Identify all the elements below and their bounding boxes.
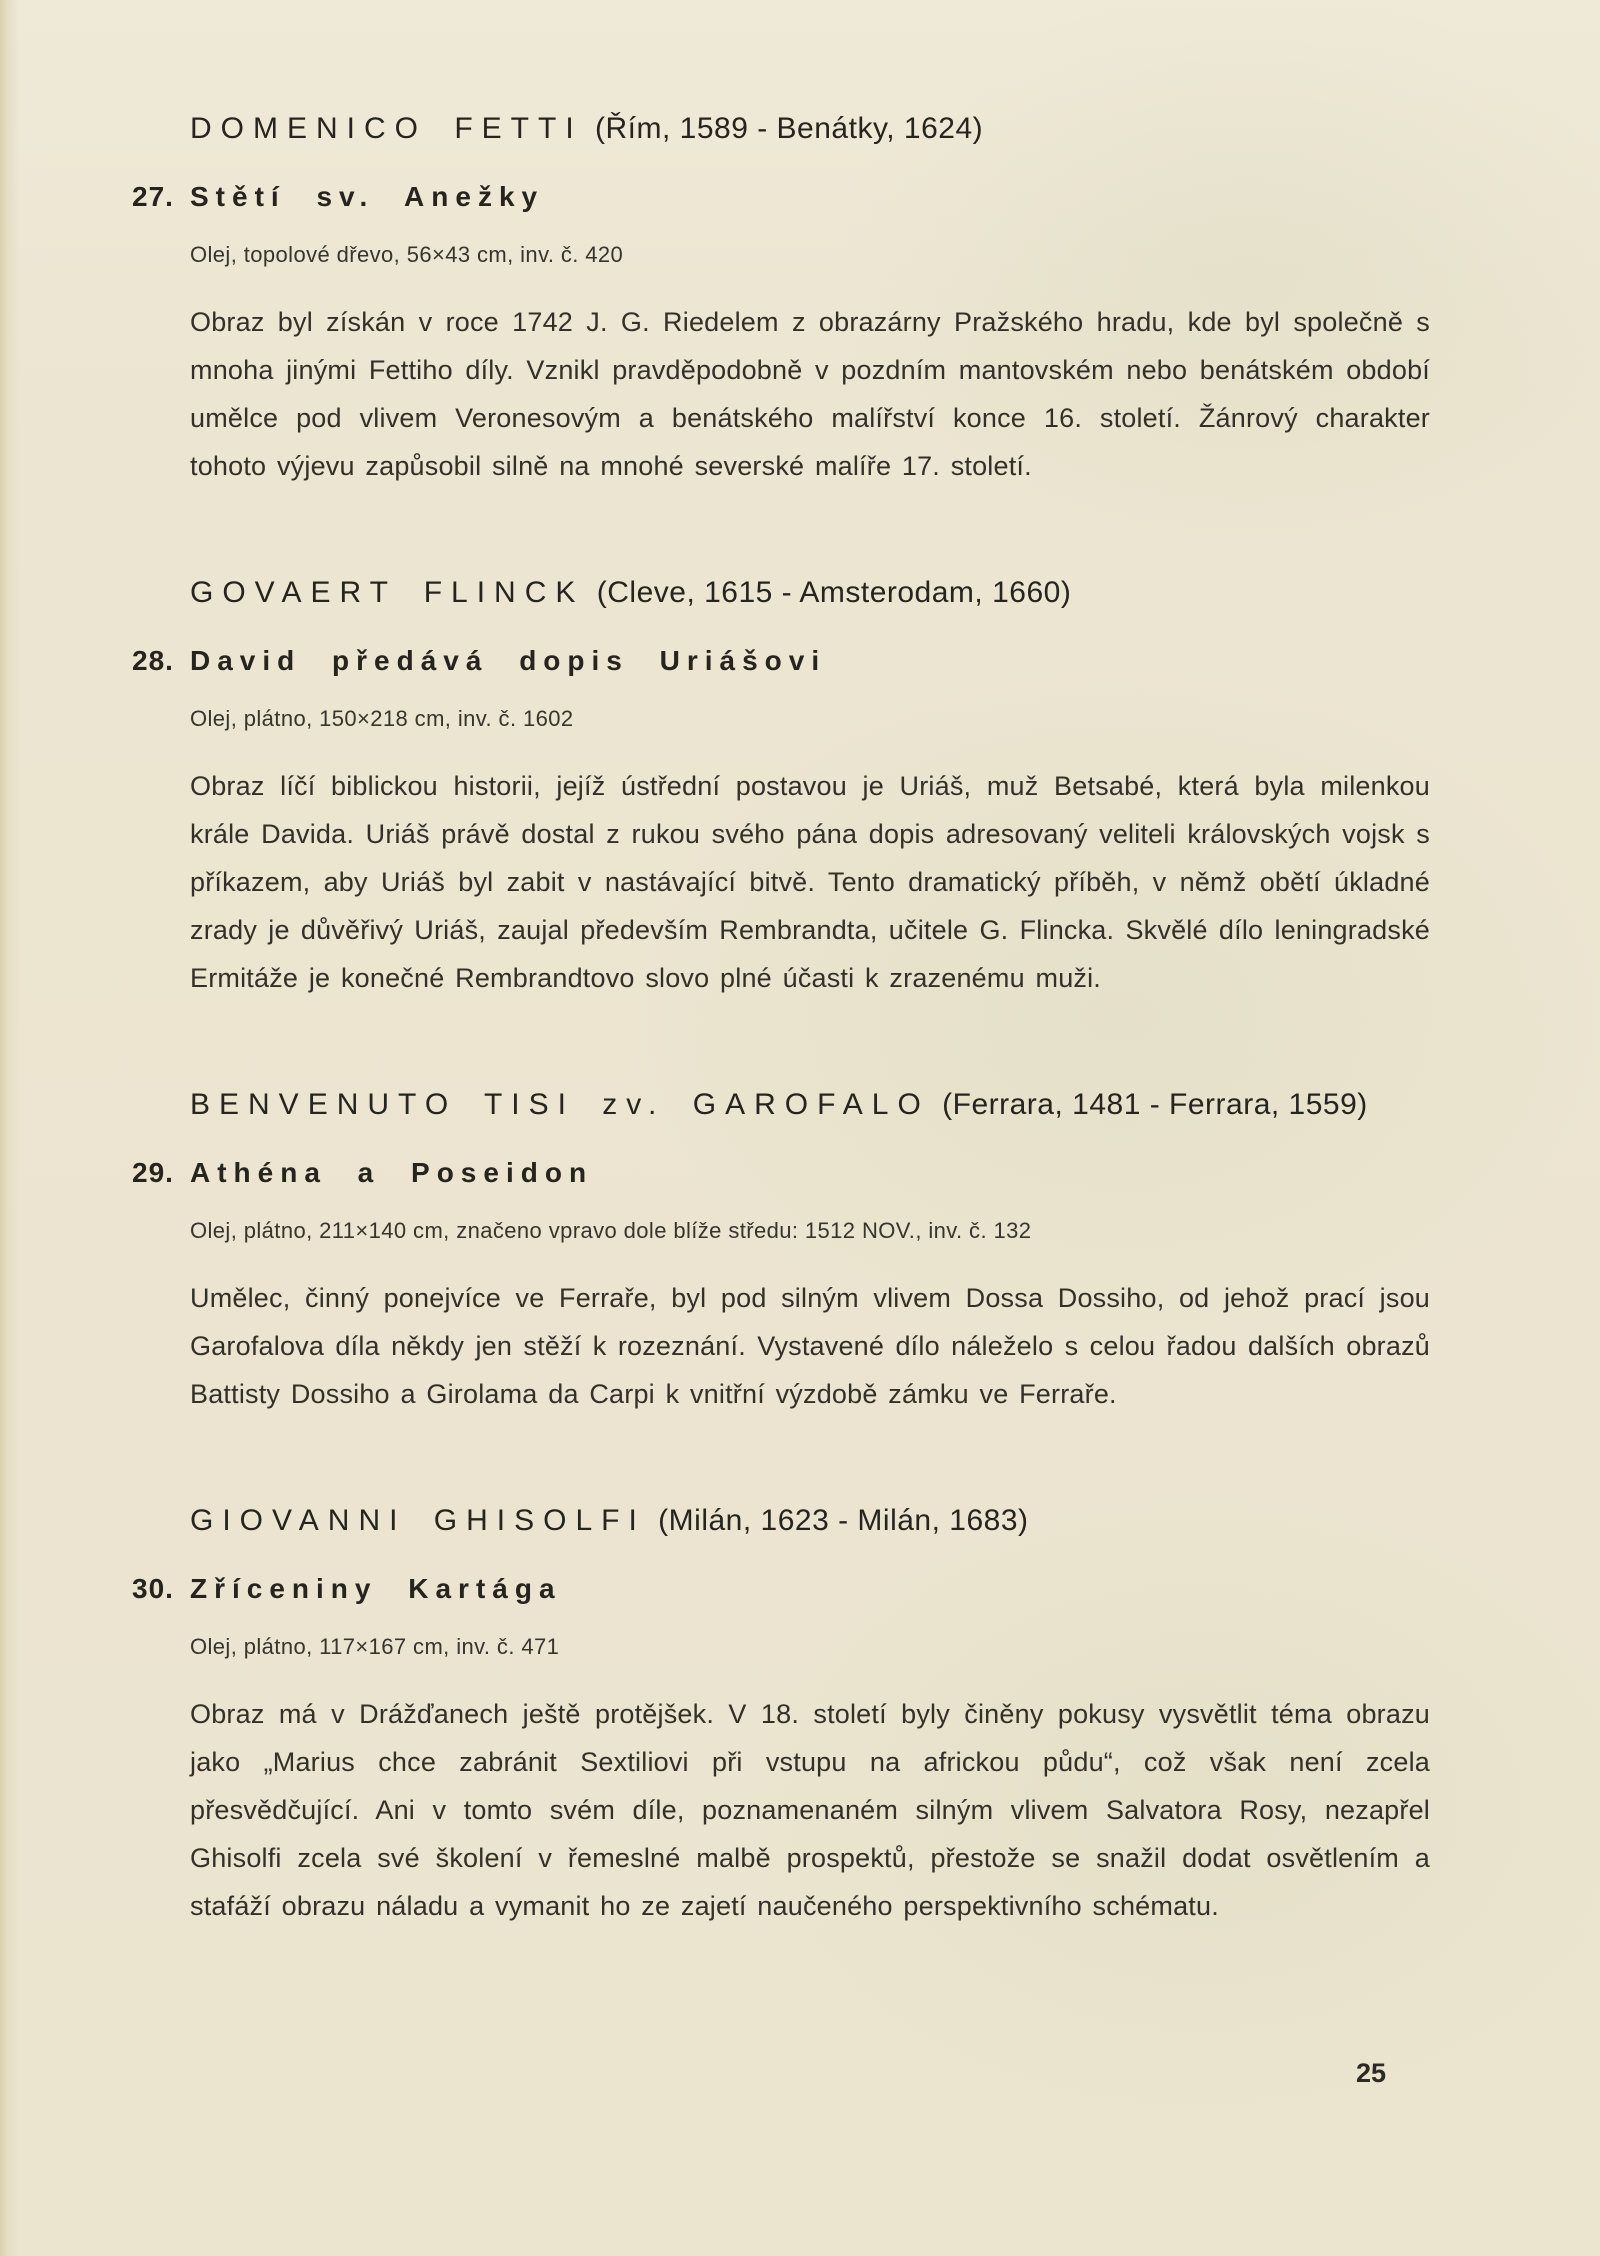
artist-heading: [190, 1088, 1430, 1122]
entry-title: Zříceniny Kartága: [190, 1573, 562, 1604]
page-number: 25: [1356, 2058, 1387, 2088]
entry-title: Athéna a Poseidon: [190, 1157, 594, 1188]
entry-title: David předává dopis Uriášovi: [190, 645, 827, 676]
entry-title-row: [132, 1573, 1430, 1604]
artist-heading: [190, 1504, 1430, 1538]
entry-number: 27.: [132, 181, 174, 212]
entry-title: Stětí sv. Anežky: [190, 181, 545, 212]
entry-medium: Olej, plátno, 150×218 cm, inv. č. 1602: [190, 706, 574, 731]
artist-dates: (Cleve, 1615 - Amsterodam, 1660): [596, 576, 1072, 609]
catalog-section-garofalo: [132, 1088, 1430, 1418]
catalog-section-fetti: [132, 112, 1430, 490]
artist-heading: [190, 576, 1430, 610]
entry-medium: Olej, plátno, 117×167 cm, inv. č. 471: [190, 1634, 560, 1659]
artist-dates: (Ferrara, 1481 - Ferrara, 1559): [942, 1088, 1368, 1121]
entry-number: 29.: [132, 1157, 174, 1188]
artist-dates: (Milán, 1623 - Milán, 1683): [658, 1504, 1029, 1537]
entry-number: 28.: [132, 645, 174, 676]
artist-name: GOVAERT FLINCK: [190, 576, 585, 609]
entry-medium: Olej, topolové dřevo, 56×43 cm, inv. č. 420: [190, 242, 624, 267]
page-content: [132, 112, 1430, 1930]
entry-body: Umělec, činný ponejvíce ve Ferraře, byl pod silným vlivem Dossa Dossiho, od jehož prací jsou Garofalova díla někdy jen stěží k rozeznání. Vystavené dílo náleželo s celou řadou dalších obrazů Battisty Dossiho a Girolama da Carpi k vnitřní výzdobě zámku ve Ferraře.: [190, 1283, 1430, 1409]
artist-dates: (Řím, 1589 - Benátky, 1624): [595, 112, 984, 145]
catalog-section-ghisolfi: [132, 1504, 1430, 1930]
entry-body: Obraz byl získán v roce 1742 J. G. Riedelem z obrazárny Pražského hradu, kde byl společně s mnoha jinými Fettiho díly. Vznikl pravděpodobně v pozdním mantovském nebo benátském období umělce pod vlivem Veronesovým a benátského malířství konce 16. století. Žánrový charakter tohoto výjevu zapůsobil silně na mnohé severské malíře 17. století.: [190, 307, 1430, 481]
entry-medium: Olej, plátno, 211×140 cm, značeno vpravo dole blíže středu: 1512 NOV., inv. č. 132: [190, 1218, 1032, 1243]
entry-body: Obraz má v Drážďanech ještě protějšek. V 18. století byly činěny pokusy vysvětlit téma obrazu jako „Marius chce zabránit Sextiliovi při vstupu na africkou půdu“, což však není zcela přesvědčující. Ani v tomto svém díle, poznamenaném silným vlivem Salvatora Rosy, nezapřel Ghisolfi zcela své školení v řemeslné malbě prospektů, přestože se snažil dodat osvětlením a stafáží obrazu náladu a vymanit ho ze zajetí naučeného perspektivního schématu.: [190, 1699, 1430, 1921]
entry-title-row: [132, 181, 1430, 212]
entry-title-row: [132, 645, 1430, 676]
entry-number: 30.: [132, 1573, 174, 1604]
artist-name: DOMENICO FETTI: [190, 112, 583, 145]
entry-body: Obraz líčí biblickou historii, jejíž ústřední postavou je Uriáš, muž Betsabé, která byla milenkou krále Davida. Uriáš právě dostal z rukou svého pána dopis adresovaný veliteli královských vojsk s příkazem, aby Uriáš byl zabit v nastávající bitvě. Tento dramatický příběh, v němž obětí úkladné zrady je důvěřivý Uriáš, zaujal především Rembrandta, učitele G. Flincka. Skvělé dílo leningradské Ermitáže je konečné Rembrandtovo slovo plné účasti k zrazenému muži.: [190, 771, 1430, 993]
catalog-section-flinck: [132, 576, 1430, 1002]
artist-name: GIOVANNI GHISOLFI: [190, 1504, 646, 1537]
artist-name: BENVENUTO TISI zv. GAROFALO: [190, 1088, 930, 1121]
artist-heading: [190, 112, 1430, 146]
entry-title-row: [132, 1157, 1430, 1188]
